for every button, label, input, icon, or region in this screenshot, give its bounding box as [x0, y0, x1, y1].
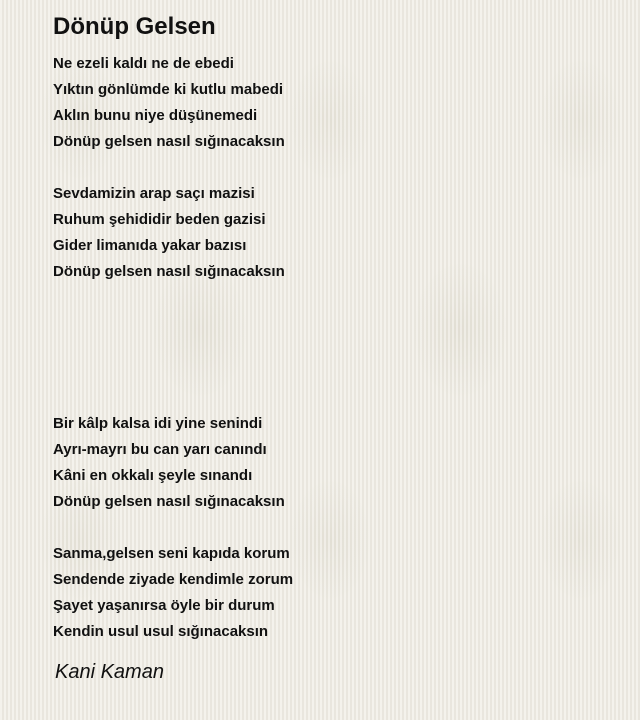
- stanza-4: [53, 541, 293, 645]
- poem-line: Aklın bunu niye düşünemedi: [53, 107, 258, 124]
- poem-title: Dönüp Gelsen: [53, 13, 216, 40]
- poem-line: Sevdamizin arap saçı mazisi: [53, 185, 255, 202]
- poem-line: Bir kâlp kalsa idi yine senindi: [53, 415, 263, 432]
- poem-line: Şayet yaşanırsa öyle bir durum: [53, 597, 275, 614]
- poem-author: Kani Kaman: [55, 661, 164, 683]
- poem-line: Ne ezeli kaldı ne de ebedi: [53, 55, 234, 72]
- stanza-1: [53, 51, 285, 155]
- poem-line: Dönüp gelsen nasıl sığınacaksın: [53, 133, 285, 150]
- poem-line: Yıktın gönlümde ki kutlu mabedi: [53, 81, 284, 98]
- poem-line: Kâni en okkalı şeyle sınandı: [53, 467, 253, 484]
- poem-line: Sendende ziyade kendimle zorum: [53, 571, 294, 588]
- poem-line: Ayrı-mayrı bu can yarı canındı: [53, 441, 267, 458]
- poem-line: Dönüp gelsen nasıl sığınacaksın: [53, 493, 285, 510]
- stanza-3: [53, 411, 285, 515]
- poem-line: Sanma,gelsen seni kapıda korum: [53, 545, 290, 562]
- poem-line: Kendin usul usul sığınacaksın: [53, 623, 269, 640]
- stanza-2: [53, 181, 285, 285]
- poem-line: Ruhum şehididir beden gazisi: [53, 211, 266, 228]
- poem-line: Dönüp gelsen nasıl sığınacaksın: [53, 263, 285, 280]
- poem-line: Gider limanıda yakar bazısı: [53, 237, 247, 254]
